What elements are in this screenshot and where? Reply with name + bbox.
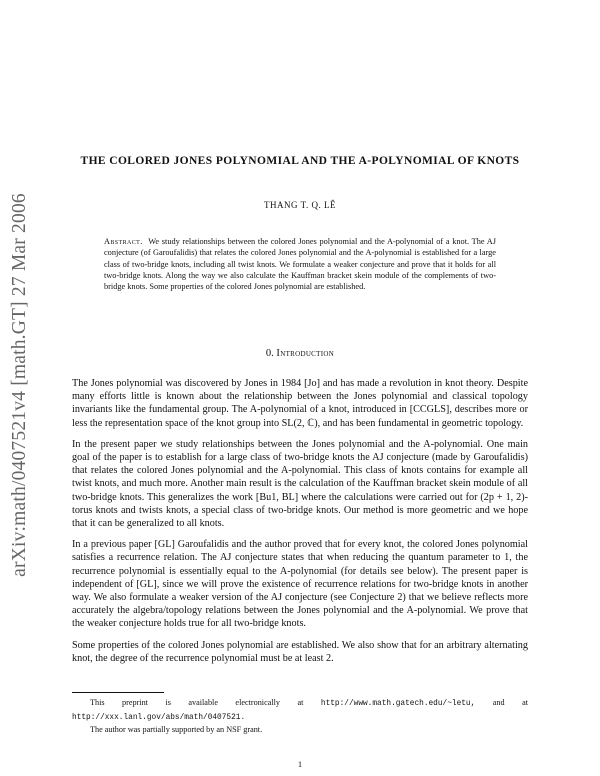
section-title: Introduction — [276, 348, 335, 359]
page-number: 1 — [297, 759, 303, 769]
body-paragraph: In a previous paper [GL] Garoufalidis and the author proved that for every knot, the colored Jones polynomial satisfies a recurrence relation. The AJ conjecture states that when reducing the quantum parameter to 1, the recurrence polynomial is essentially equal to the A-polynomial (for details see below). The present paper is independent of [GL], since we will prove the existence of recurrence relations for two-bridge knots in another way. We also formulate a weaker version of the AJ conjecture (see Conjecture 2) that we believe reflects more accurately the algebra/topology relations between the Jones polynomial and the A-polynomial. We prove that the weaker conjecture holds true for all two-bridge knots. — [72, 539, 528, 630]
section-heading — [70, 348, 530, 359]
body-paragraph: Some properties of the colored Jones polynomial are established. We also show that for an arbitrary alternating knot, the degree of the recurrence polynomial must be at least 2. — [72, 639, 528, 664]
support-footnote: The author was partially supported by an NSF grant. — [90, 725, 263, 734]
introduction-body — [72, 377, 528, 673]
arxiv-identifier-text: arXiv:math/0407521v4 [math.GT] 27 Mar 2006 — [9, 193, 30, 577]
preprint-and: and at — [492, 698, 529, 707]
preprint-link-arxiv[interactable]: http://xxx.lanl.gov/abs/math/0407521. — [72, 713, 246, 722]
preprint-link-gatech[interactable]: http://www.math.gatech.edu/~letu, — [320, 700, 476, 708]
preprint-prefix: This preprint is available electronically at — [90, 698, 304, 707]
footnotes-block — [72, 697, 528, 736]
abstract-label: Abstract. — [104, 237, 143, 246]
abstract-text: We study relationships between the colored Jones polynomial and the A-polynomial of a knot. The AJ conjecture (of Garoufalidis) that relates the colored Jones polynomial and the A-polynomial is established for a large class of two-bridge knots, including all twist knots. We formulate a weaker conjecture and prove that it holds for all two-bridge knots. Along the way we also calculate the Kauffman bracket skein module of the complements of two-bridge knots. Some properties of the colored Jones polynomial are established. — [104, 237, 496, 292]
footnote-divider — [72, 692, 164, 693]
section-number: 0. — [265, 348, 274, 359]
preprint-footnote — [72, 697, 528, 724]
paper-title: THE COLORED JONES POLYNOMIAL AND THE A-POLYNOMIAL OF KNOTS — [80, 155, 520, 167]
body-paragraph: The Jones polynomial was discovered by Jones in 1984 [Jo] and has made a revolution in knot theory. Despite many efforts little is known about the relationship between the Jones polynomial and classical topology invariants like the fundamental group. The A-polynomial of a knot, introduced in [CCGLS], describes more or less the representation space of the knot group into SL(2, ℂ), and has been fundamental in geometric topology. — [72, 378, 528, 429]
arxiv-identifier-stamp — [2, 150, 38, 620]
paper-author: THANG T. Q. LÊ — [264, 200, 336, 210]
abstract-block — [104, 236, 496, 292]
body-paragraph: In the present paper we study relationships between the Jones polynomial and the A-polynomial. One main goal of the paper is to establish for a large class of two-bridge knots the AJ conjecture (made by Garoufalidis) that relates the colored Jones polynomial and the A-polynomial. This class of knots contains for example all twist knots, and much more. Another main result is the calculation of the Kauffman bracket skein module of all two-bridge knots. This generalizes the work [Bu1, BL] where the calculations were carried out for (2p + 1, 2)-torus knots and twists knots, a special class of two-bridge knots. Our method is more geometric and we hope that it can be generalized to all knots. — [72, 438, 528, 530]
